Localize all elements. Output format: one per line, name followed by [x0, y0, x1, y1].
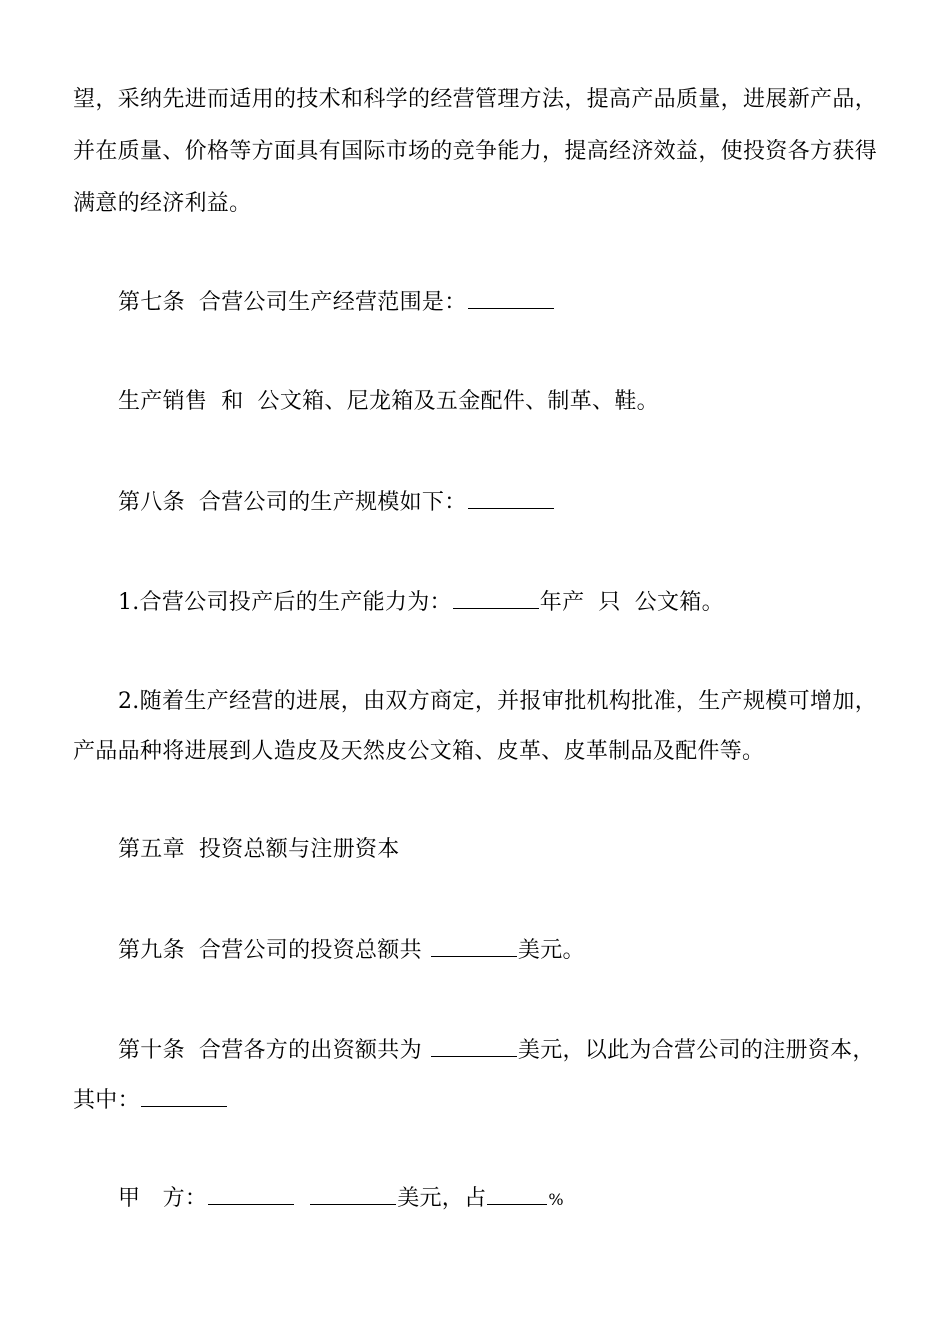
fill-blank	[431, 1036, 517, 1057]
item-text: 公文箱。	[634, 590, 724, 615]
chapter-5-heading	[118, 836, 400, 864]
item-text: 只	[598, 590, 621, 615]
percent-sign: %	[548, 1190, 564, 1209]
fill-blank	[208, 1184, 294, 1205]
article-text: 合营公司的投资总额共	[198, 938, 422, 963]
scope-text: 公文箱、尼龙箱及五金配件、制革、鞋。	[257, 389, 659, 414]
chapter-title: 投资总额与注册资本	[198, 837, 400, 862]
fill-blank	[487, 1184, 547, 1205]
item-text: 年产	[539, 590, 585, 615]
party-label: 甲 方：	[118, 1186, 208, 1211]
article-text: 合营公司生产经营范围是：	[198, 290, 467, 315]
party-unit: 美元，占	[397, 1186, 487, 1211]
item-1	[118, 588, 724, 617]
item-2-line: 2.随着生产经营的进展，由双方商定，并报审批机构批准，生产规模可增加，	[118, 689, 877, 714]
article-8	[118, 488, 555, 517]
article-unit: 美元，以此为合营公司的注册资本，	[517, 1038, 875, 1063]
article-text: 合营各方的出资额共为	[198, 1038, 422, 1063]
paragraph-line: 并在质量、价格等方面具有国际市场的竞争能力，提高经济效益，使投资各方获得	[73, 139, 877, 164]
item-text: 1.合营公司投产后的生产能力为：	[118, 590, 452, 615]
party-a-contribution	[118, 1184, 564, 1214]
scope-text: 和	[221, 389, 244, 414]
article-9	[118, 936, 585, 965]
fill-blank	[431, 936, 517, 957]
fill-blank	[310, 1184, 396, 1205]
fill-blank	[468, 288, 554, 309]
article-number: 第八条	[118, 490, 185, 515]
article-7	[118, 288, 555, 317]
fill-blank	[141, 1086, 227, 1107]
article-10-line2	[73, 1086, 228, 1115]
article-number: 第七条	[118, 290, 185, 315]
paragraph-line: 满意的经济利益。	[73, 191, 252, 216]
business-scope	[118, 388, 659, 416]
article-unit: 美元。	[517, 938, 585, 963]
fill-blank	[468, 488, 554, 509]
article-10	[118, 1036, 877, 1065]
item-2-line: 产品品种将进展到人造皮及天然皮公文箱、皮革、皮革制品及配件等。	[73, 739, 765, 764]
article-number: 第十条	[118, 1038, 185, 1063]
fill-blank	[453, 588, 539, 609]
article-text: 合营公司的生产规模如下：	[198, 490, 467, 515]
article-number: 第九条	[118, 938, 185, 963]
paragraph-line: 望，采纳先进而适用的技术和科学的经营管理方法，提高产品质量，进展新产品，	[73, 87, 877, 112]
scope-text: 生产销售	[118, 389, 208, 414]
article-text: 其中：	[73, 1088, 140, 1113]
chapter-number: 第五章	[118, 837, 185, 862]
